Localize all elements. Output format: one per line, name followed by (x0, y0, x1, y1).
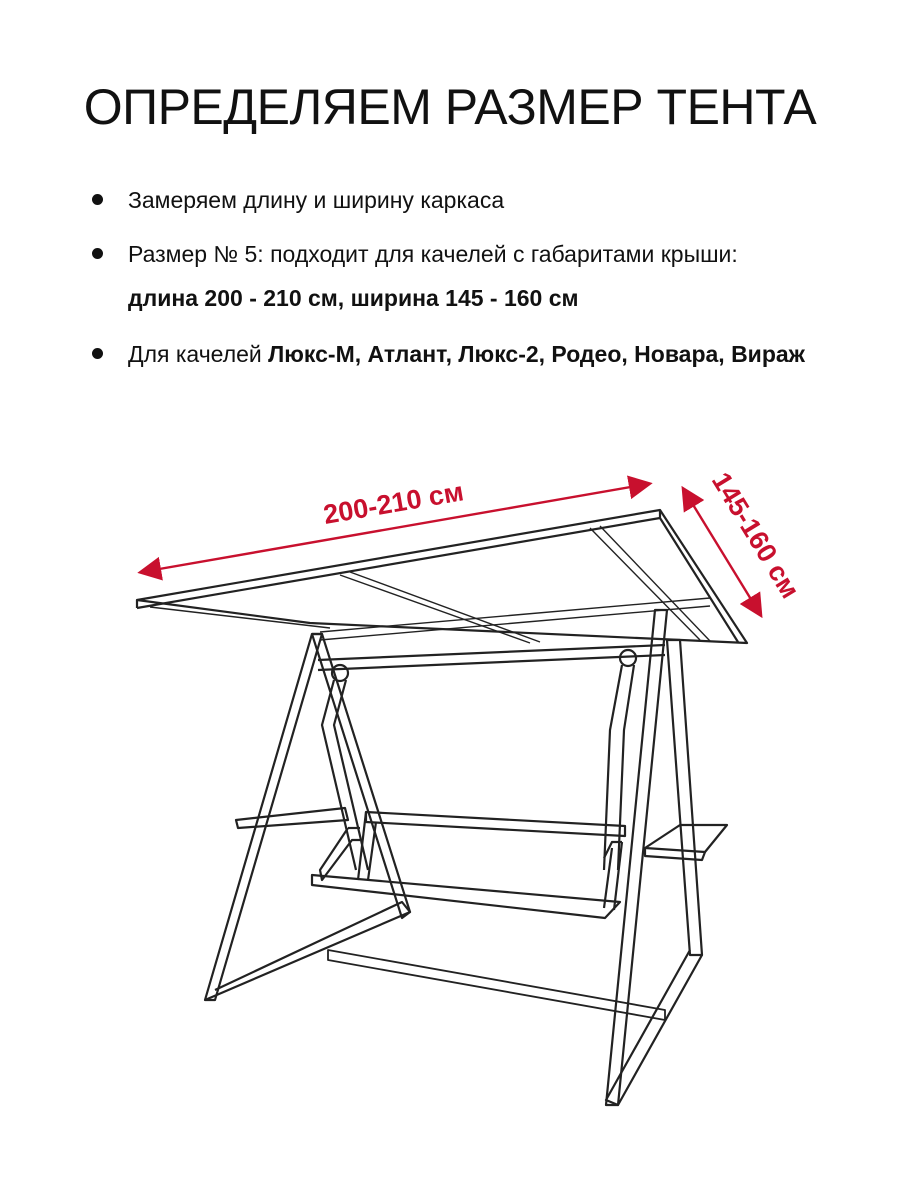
width-label: 145-160 см (705, 467, 806, 604)
bullet-text: Замеряем длину и ширину каркаса (128, 187, 505, 213)
bullet-bold-text: длина 200 - 210 см, ширина 145 - 160 см (128, 285, 579, 311)
hangers (322, 650, 636, 870)
swing-seat (312, 812, 625, 918)
width-dimension (684, 467, 805, 614)
bullet-bold-text: Люкс-М, Атлант, Люкс-2, Родео, Новара, Вираж (268, 341, 805, 367)
length-label: 200-210 см (321, 476, 466, 530)
bullet-text: Размер № 5: подходит для качелей с габаритами крыши: (128, 241, 738, 267)
page-title: ОПРЕДЕЛЯЕМ РАЗМЕР ТЕНТА (83, 79, 817, 135)
canopy (137, 510, 747, 643)
side-tables (236, 808, 727, 860)
left-frame (205, 634, 665, 1000)
right-frame (328, 610, 702, 1105)
bullet-text: Для качелей (128, 341, 269, 367)
